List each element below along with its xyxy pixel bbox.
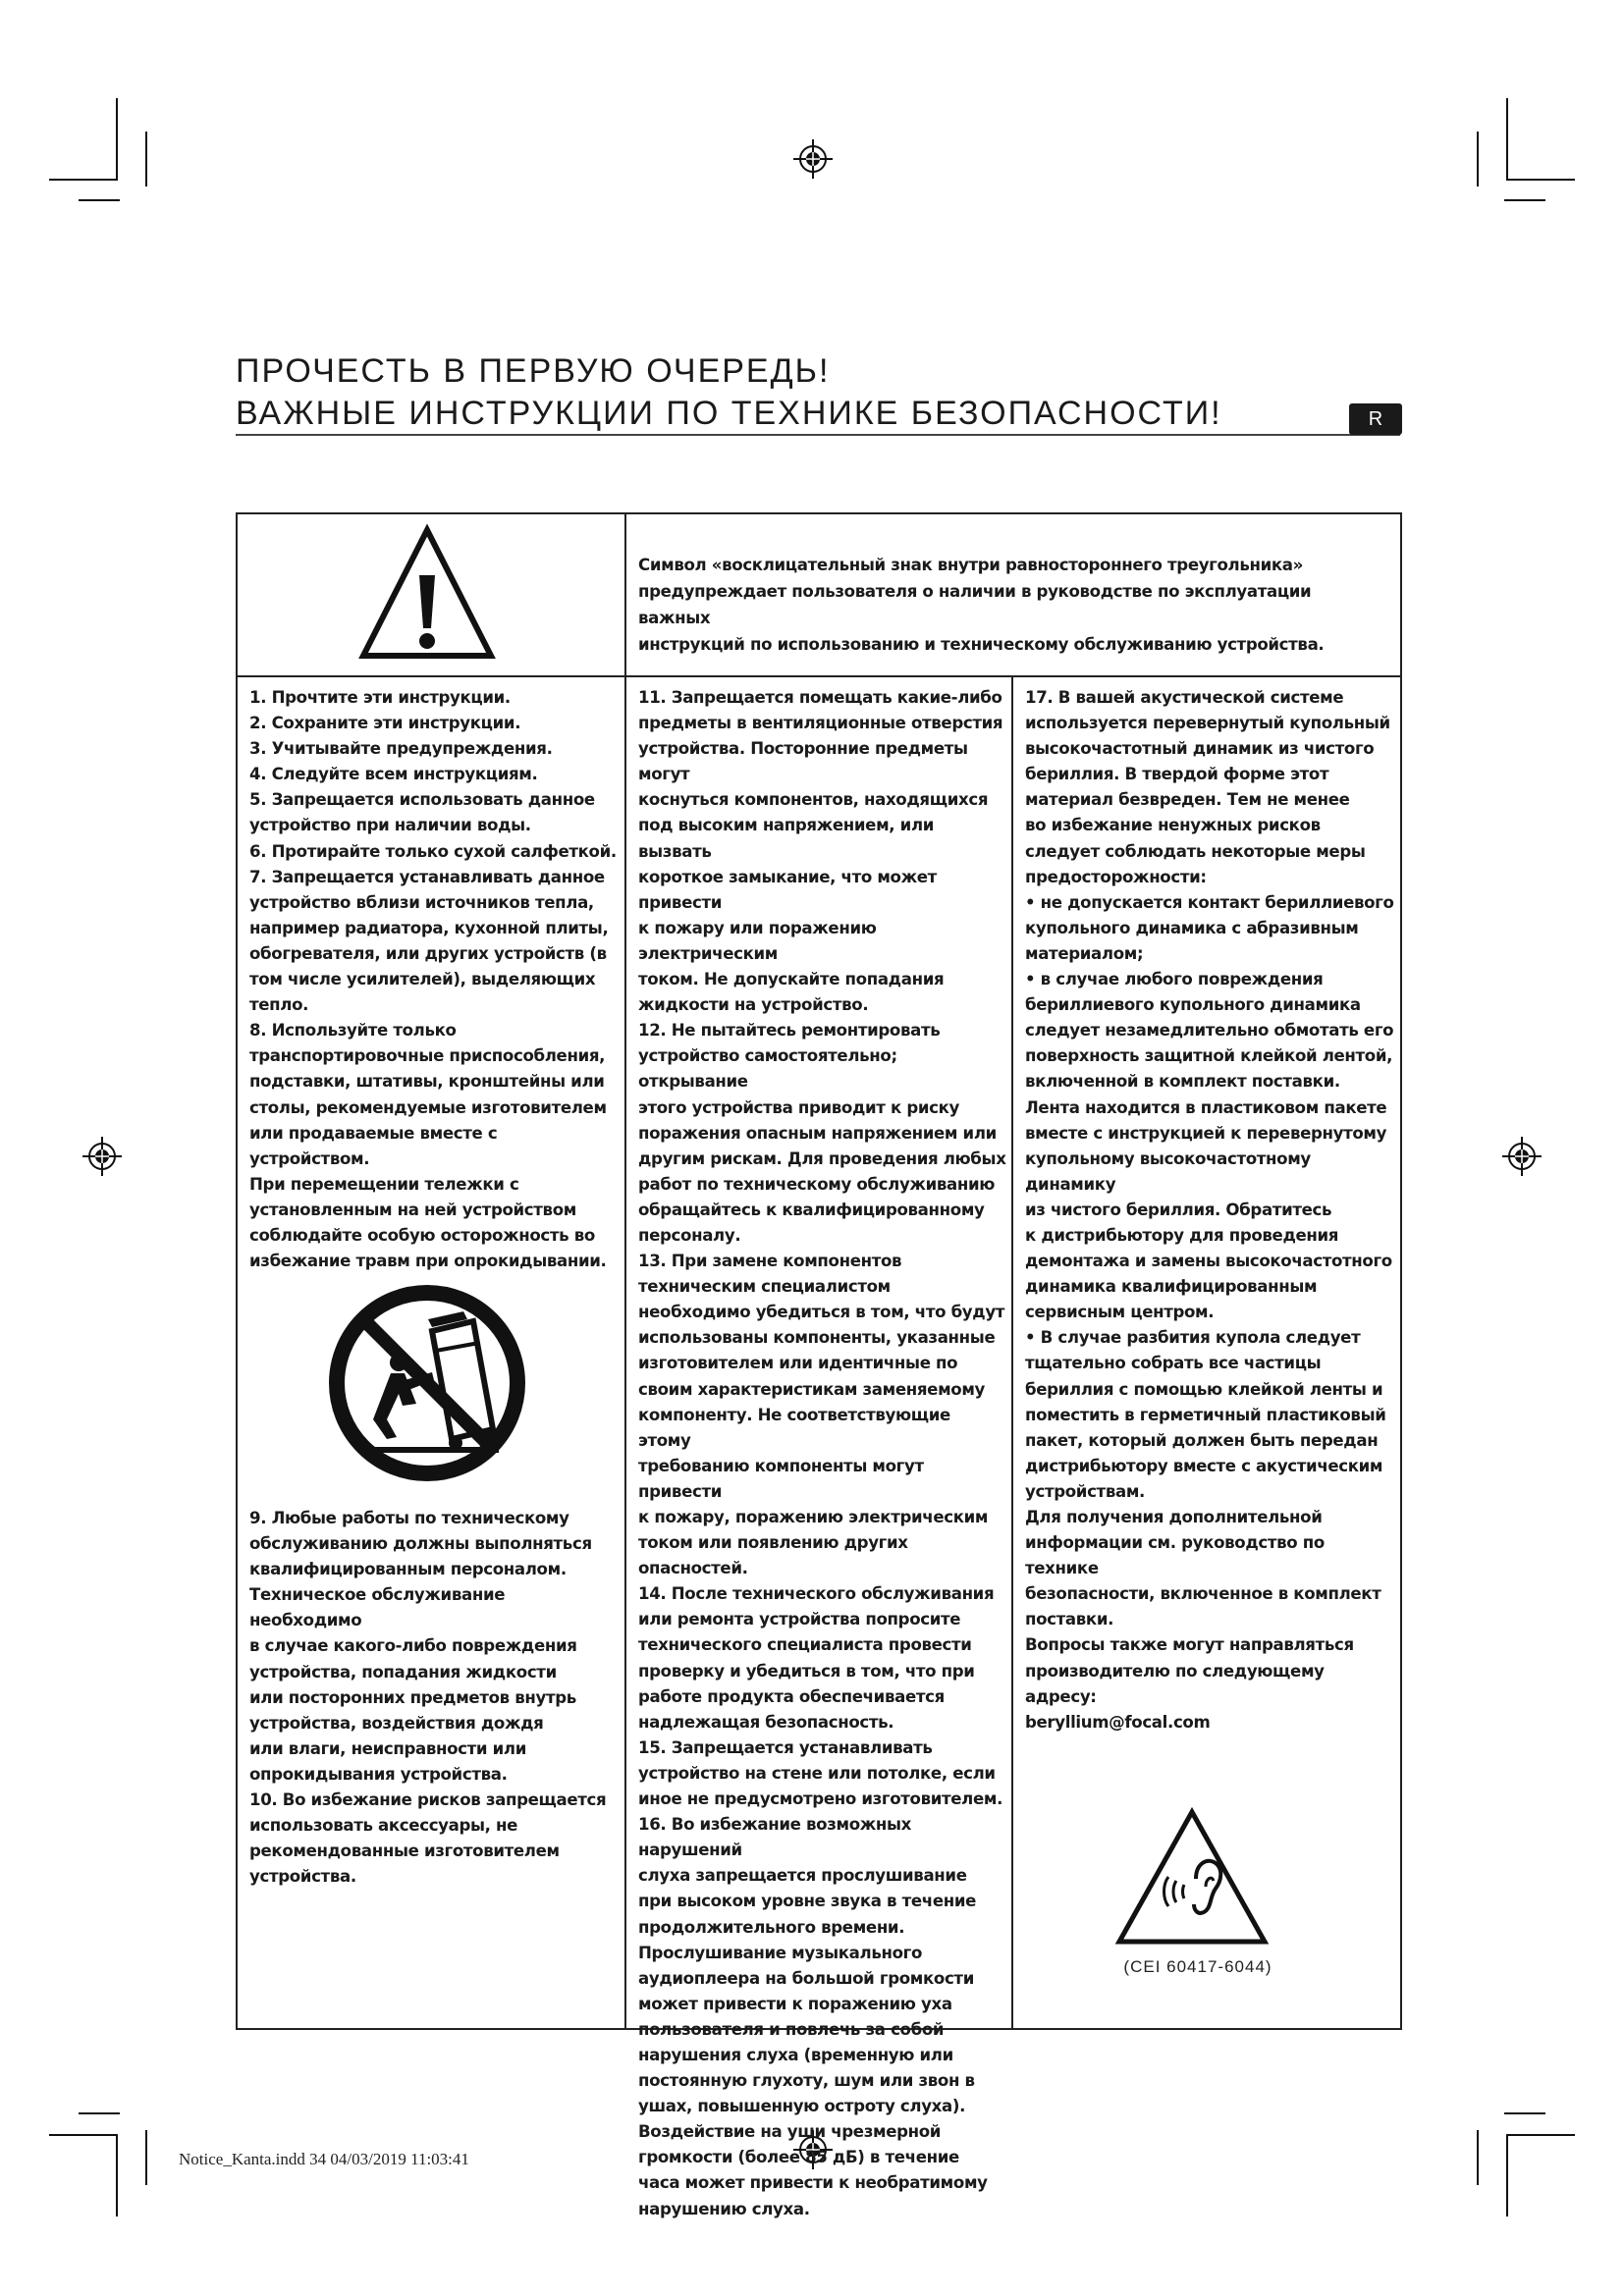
crop-mark [145, 132, 147, 187]
table-border-right [1400, 512, 1402, 2030]
crop-mark [1504, 2112, 1545, 2114]
instructions-column-3: 17. В вашей акустической системе используется перевернутый купольный высокочастотный динамик из чистого бериллия. В твердой форме этот материал безвреден. Тем не менее во избежание ненужных рисков следует соблюдать некоторые меры предосторожности: • не допускается контакт бериллиевого купольного динамика с абразивным материалом; • в случае любого повреждения бериллиевого купольного динамика следует незамедлительно обмотать его поверхность защитной клейкой лентой, включенной в комплект поставки. Лента находится в пластиковом пакете вместе с инструкцией к перевернутому купольному высокочастотному динамику из чистого бериллия. Обратитесь к дистрибьютору для проведения демонтажа и замены высокочастотного динамика квалифицированным сервисным центром. • В случае разбития купола следует тщательно собрать все частицы бериллия с помощью клейкой ленты и поместить в герметичный пластиковый пакет, который должен быть передан дистрибьютору вместе с акустическим устройствам. Для получения дополнительной информации см. руководство по технике безопасности, включенное в комплект поставки. Вопросы также могут направляться производителю по следующему адресу: beryllium@focal.com [1025, 688, 1394, 1732]
crop-mark [1477, 132, 1479, 187]
instructions-column-1-top: 1. Прочтите эти инструкции. 2. Сохраните эти инструкции. 3. Учитывайте предупреждения. 4. Следуйте всем инструкциям. 5. Запрещается использовать данное устройство при наличии воды. 6. Протирайте только сухой салфеткой. 7. Запрещается устанавливать данное устройство вблизи источников тепла, например радиатора, кухонной плиты, обогревателя, или других устройств (в том числе усилителей), выделяющих тепло. 8. Используйте только транспортировочные приспособления, подставки, штативы, кронштейны или столы, рекомендуемые изготовителем или продаваемые вместе с устройством. При перемещении тележки с установленным на ней устройством соблюдайте особую осторожность во избежание травм при опрокидывании. [249, 688, 617, 1271]
crop-mark [49, 2134, 118, 2136]
table-border-left [236, 512, 238, 2030]
crop-mark [116, 2134, 118, 2216]
cart-tip-over-warning-icon [326, 1282, 528, 1484]
hearing-symbol-caption: (CEI 60417-6044) [1123, 1957, 1272, 1976]
hearing-damage-warning-icon [1113, 1806, 1271, 1949]
title-underline [236, 434, 1400, 436]
crop-mark [79, 199, 120, 201]
crop-mark [1506, 2134, 1508, 2216]
crop-mark [145, 2130, 147, 2185]
crop-mark [116, 98, 118, 181]
table-column-divider-2 [1011, 675, 1013, 2030]
crop-mark [1506, 179, 1575, 181]
exclamation-symbol-description: Символ «восклицательный знак внутри равностороннего треугольника» предупреждает пользователя о наличии в руководстве по эксплуатации важных инструкций по использованию и техническому обслуживанию устройства. [638, 556, 1325, 654]
page-title-line-2: ВАЖНЫЕ ИНСТРУКЦИИ ПО ТЕХНИКЕ БЕЗОПАСНОСТИ! [236, 395, 1222, 432]
crop-mark [1506, 2134, 1575, 2136]
table-border-top [236, 512, 1402, 514]
crop-mark [1477, 2130, 1479, 2185]
language-badge: R [1349, 403, 1402, 435]
crop-mark [79, 2112, 120, 2114]
print-slug: Notice_Kanta.indd 34 04/03/2019 11:03:41 [179, 2150, 469, 2168]
table-header-divider [236, 675, 1402, 677]
registration-mark-icon [82, 1137, 122, 1176]
registration-mark-icon [793, 139, 833, 179]
crop-mark [1504, 199, 1545, 201]
instructions-column-2: 11. Запрещается помещать какие-либо предметы в вентиляционные отверстия устройства. Посторонние предметы могут коснуться компонентов, находящихся под высоким напряжением, или вызвать короткое замыкание, что может привести к пожару или поражению электрическим током. Не допускайте попадания жидкости на устройство. 12. Не пытайтесь ремонтировать устройство самостоятельно; открывание этого устройства приводит к риску поражения опасным напряжением или другим рискам. Для проведения любых работ по техническому обслуживанию обращайтесь к квалифицированному персоналу. 13. При замене компонентов техническим специалистом необходимо убедиться в том, что будут использованы компоненты, указанные изготовителем или идентичные по своим характеристикам заменяемому компоненту. Не соответствующие этому требованию компоненты могут привести к пожару, поражению электрическим током или появлению других опасностей. 14. После технического обслуживания или ремонта устройства попросите технического специалиста провести проверку и убедиться в том, что при работе продукта обеспечивается надлежащая безопасность. 15. Запрещается устанавливать устройство на стене или потолке, если иное не предусмотрено изготовителем. 16. Во избежание возможных нарушений слуха запрещается прослушивание при высоком уровне звука в течение продолжительного времени. Прослушивание музыкального аудиоплеера на большой громкости может привести к поражению уха пользователя и повлечь за собой нарушения слуха (временную или постоянную глухоту, шум или звон в ушах, повышенную остроту слуха). Воздействие на уши чрезмерной громкости (более 85 дБ) в течение часа может привести к необратимому нарушению слуха. [638, 688, 1006, 2218]
instructions-column-1-bottom: 9. Любые работы по техническому обслуживанию должны выполняться квалифицированным персоналом. Техническое обслуживание необходимо в случае какого-либо повреждения устройства, попадания жидкости или посторонних предметов внутрь устройства, воздействия дождя или влаги, неисправности или опрокидывания устройства. 10. Во избежание рисков запрещается использовать аксессуары, не рекомендованные изготовителем устройства. [249, 1509, 607, 1887]
crop-mark [49, 179, 118, 181]
registration-mark-icon [1502, 1137, 1542, 1176]
exclamation-warning-triangle-icon [357, 524, 497, 664]
crop-mark [1506, 98, 1508, 181]
page-title-line-1: ПРОЧЕСТЬ В ПЕРВУЮ ОЧЕРЕДЬ! [236, 352, 831, 390]
table-column-divider-1 [624, 512, 626, 2030]
